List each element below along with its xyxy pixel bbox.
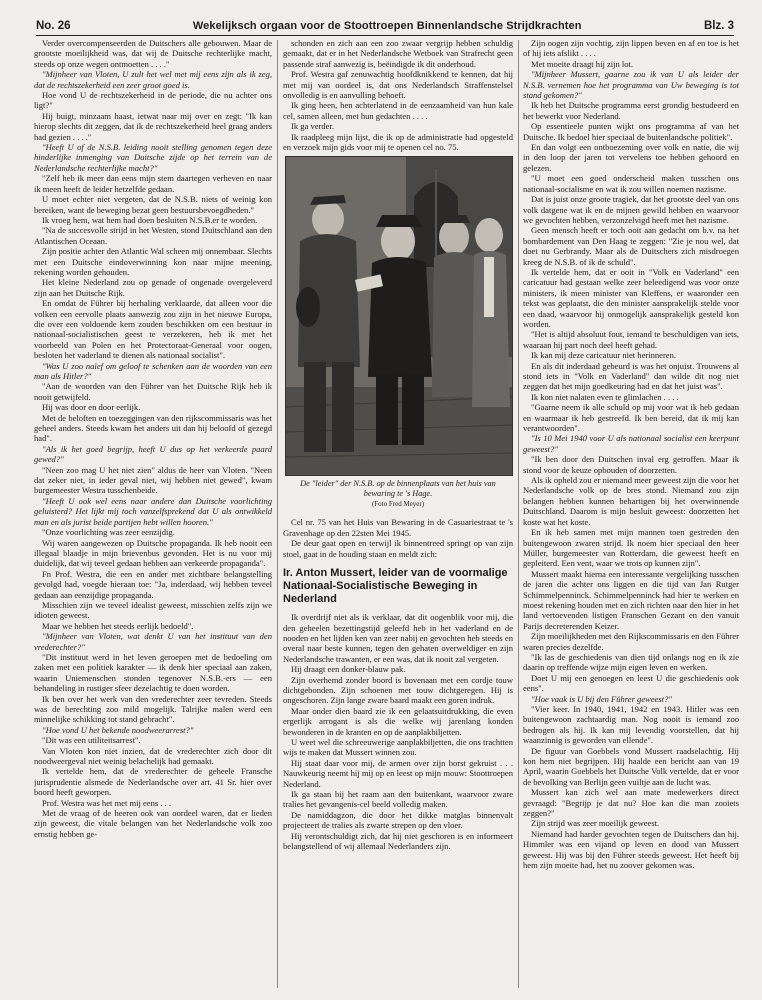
paragraph: Hij was door en door eerlijk. bbox=[42, 402, 141, 413]
paragraph: Zijn overhemd zonder boord is bovenaan met een cordje touw dichtgebonden. Zijn schoenen met touw dichtgeregen. Hij is ongeschoren. Zijn lange zware baard maakt een goren indruk. bbox=[283, 674, 513, 706]
publication-title: Wekelijksch orgaan voor de Stoottroepen Binnenlandsche Strijdkrachten bbox=[192, 20, 582, 32]
paragraph: "Hoe vond U het bekende noodweerarrest?" bbox=[42, 724, 194, 735]
paragraph: Cel nr. 75 van het Huis van Bewaring in de Casuariestraat te 's Gravenhage op den 22sten Mei 1945. bbox=[283, 517, 513, 538]
paragraph: En dan volgt een ontboezeming over volk en natie, die wij in den loop der jaren tot vervelens toe hebben gehoord en gelezen. bbox=[523, 142, 739, 173]
column-1 bbox=[34, 38, 272, 990]
paragraph: En als dit inderdaad gebeurd is was het onjuist. Trouwens al stond iets in "Volk en Vaderland" dan wilde dit nog niet zeggen dat het mijn goedkeuring had en dat het juist was". bbox=[523, 360, 739, 392]
paragraph: "Heeft U ook wel eens naar andere dan Duitsche voorlichting geluisterd? Het lijkt mij toch vanzelfsprekend dat U als ontwikkeld man en als jurist beide partijen hebt willen hooren." bbox=[34, 495, 272, 527]
paragraph: "Heeft U of de N.S.B. leiding nooit stelling genomen tegen deze hinderlijke inmenging van Duitsche zijde op het terrein van de Nederlandsche rechterlijke macht?" bbox=[34, 142, 272, 173]
paragraph: Ik ben over het werk van den vrederechter zeer tevreden. Steeds was de berechting zoo mild mogelijk. Talrijke malen werd een minnelijke schikking tot stand gebracht". bbox=[34, 693, 272, 725]
page-number: Blz. 3 bbox=[703, 20, 734, 32]
paragraph: Hij buigt, minzaam haast, ietwat naar mij over en zegt: "Ik kan hierop slechts dit zeggen, dat ik de rechtszekerheid heel graag anders had gezien . . . ." bbox=[34, 110, 272, 142]
paragraph: Hij verontschuldigt zich, dat hij niet geschoren is en informeert belangstellend of wij allemaal Nederlanders zijn. bbox=[283, 830, 513, 852]
photo-illustration bbox=[286, 157, 512, 475]
paragraph: Met moeite draagt hij zijn lot. bbox=[531, 58, 634, 69]
paragraph: "Dit was een utiliteitsarrest". bbox=[42, 735, 141, 746]
paragraph: U moet echter niet vergeten, dat de N.S.B. niets of weinig kon bereiken, want de beweging bezat geen bestuursbevoegdheden." bbox=[34, 194, 272, 215]
paragraph: Mussert kan zich wel aan mate medewerkers direct gevraagd: "Begrijp je dat nu? Hoe kan die man zooiets zeggen?" bbox=[523, 787, 739, 819]
paragraph: "Was U zoo naïef om geloof te schenken aan de woorden van een man als Hitler?" bbox=[34, 360, 272, 381]
column-rule bbox=[518, 40, 519, 988]
paragraph: Prof. Westra gaf zenuwachtig hoofdknikkend te kennen, dat hij met mij van oordeel is, dat ons Nederlandsch Straffenstelsel onvolledig is en aanvulling behoeft. bbox=[283, 69, 513, 101]
paragraph: Zijn positie achter den Atlantic Wal scheen mij onnembaar. Slechts met een Duitsche eindoverwinning kon naar mijne meening, rekening worden gehouden. bbox=[34, 246, 272, 277]
paragraph: Ik vroeg hem, wat hem had doen besluiten N.S.B.er te worden. bbox=[42, 214, 258, 225]
paragraph: Ik heb het Duitsche programma eerst grondig bestudeerd en het bewerkt voor Nederland. bbox=[523, 100, 739, 121]
column-2-mid-text bbox=[283, 517, 513, 559]
paragraph: Als ik opheld zou er niemand meer geweest zijn die voor het Nederlandsche volk op de bres stond. Niemand zou zijn belangen hebben kunnen behartigen bij het overwinnende Duitschland. Daarom is mijn besluit geweest: doorzetten het koste wat het koste. bbox=[523, 475, 739, 527]
column-2-top-text bbox=[283, 38, 513, 152]
paragraph: En ik heb samen met mijn mannen toen gestreden den buitengewoon zwaren strijd. Ik noem hier speciaal den heer Müller, burgemeester van Rotterdam, die geweest heeft en gepleiterd. Een vent, waar we trots op kunnen zijn". bbox=[523, 527, 739, 569]
masthead bbox=[36, 10, 734, 36]
paragraph: Ik vertelde hem, dat er ooit in "Volk en Vaderland" een caricatuur had gestaan welke zeer beleedigend was voor onze ministers, ik meen minister van Kleffens, er waaronder een tekst was geplaatst, die den minister aansprakelijk stelde voor een daad, waarvoor hij onmogelijk aansprakelijk gesteld kon worden. bbox=[523, 266, 739, 329]
paragraph: Ik kon niet nalaten even te glimlachen . . . . bbox=[531, 391, 679, 402]
paragraph: Het kleine Nederland zou op genade of ongenade overgeleverd zijn aan het Duitsche Rijk. bbox=[34, 277, 272, 298]
paragraph: Zijn moeilijkheden met den Rijkscommissaris en den Führer waren precies dezelfde. bbox=[523, 631, 739, 652]
paragraph: "Vier keer. In 1940, 1941, 1942 en 1943. Hitler was een buitengewoon zachtaardig man. Nog nooit is iemand zoo bedrogen als hij. Ik kan mij levendig voorstellen, dat hij waanzinnig is geworden van ellende". bbox=[523, 704, 739, 746]
paragraph: "Na de succesvolle strijd in het Westen, stond Duitschland aan den Atlantischen Oceaan. bbox=[34, 225, 272, 246]
paragraph: Wij waren aangewezen op Duitsche propaganda. Ik heb nooit een illegaal blaadje in mijn brievenbus gevonden. Het is nu voor mij duidelijk, dat wij teveel gedaan hebben aan verkeerde propaganda". bbox=[34, 537, 272, 569]
paragraph: Ik vertelde hem, dat de vrederechter de geheele Fransche jurisprudentie alsmede de Nederlandsche over art. 41 Sr. hier over boord heeft geworpen. bbox=[34, 766, 272, 798]
paragraph: De deur gaat open en terwijl ik binnentreed springt op van zijn stoel, gaat in de houding staan en meldt zich: bbox=[283, 538, 513, 559]
paragraph: "Onze voorlichting was zeer eenzijdig. bbox=[42, 527, 175, 538]
paragraph: Hij staat daar voor mij, de armen over zijn borst gekruist . . . Nauwkeurig neemt hij mij op en leest op mijn mouw: Stoottroepen Nederland. bbox=[283, 757, 513, 789]
paragraph: "Als ik het goed begrijp, heeft U dus op het verkeerde paard gewed?" bbox=[34, 443, 272, 465]
paragraph: Zijn oogen zijn vochtig, zijn lippen beven en af en toe is het of hij iets afslikt . . . . bbox=[523, 38, 739, 59]
paragraph: En omdat de Führer bij herhaling verklaarde, dat alleen voor die volken een eervolle plaats aanwezig zou zijn in het nieuwe Europa, die over een voldoende kern zouden beschikken om een bestuur in nationaal-socialistischen geest te verzekeren, heb ik met het voorbeeld van Polen en het Protectoraat-Generaal voor oogen, besloten het vaderland te dienen als nationaal socialist". bbox=[34, 298, 272, 361]
paragraph: Mussert maakt hierna een interessante vergelijking tusschen de jaren die achter ons liggen en die tijd van Jan Rutger Schimmelpenninck. Schimmelpenninck had hier te werken en moest rekening houden met en zich richten naar den hier in het land vertoevenden listigen Franschen Gezant en den vanuit Parijs decreterenden Keizer. bbox=[523, 568, 739, 631]
paragraph: Verder overcompenseerden de Duitschers alle gebouwen. Maar de grootste moeilijkheid was, dat wij de Duitsche rechterlijke macht, steeds op onze wegen ontmoetten . . . ." bbox=[34, 38, 272, 69]
paragraph: "Mijnheer van Vloten, U zult het wel met mij eens zijn als ik zeg, dat de rechtszekerheid een zeer groot goed is. bbox=[34, 69, 272, 90]
photo-caption bbox=[285, 479, 511, 509]
paragraph: "Mijnheer Mussert, gaarne zou ik van U als leider der N.S.B. vernemen hoe het programma van Uw beweging is tot stand gekomen?" bbox=[523, 69, 739, 101]
paragraph: Prof. Westra was het met mij eens . . . bbox=[42, 797, 171, 808]
paragraph: Van Vloten kon niet inzien, dat de vrederechter zich door dit noodweergeval niet weinig belachelijk had gemaakt. bbox=[34, 745, 272, 767]
paragraph: "Neen zoo mag U het niet zien" aldus de heer van Vloten. "Neen dat zeker niet, in ieder geval niet, wij hebben niet gewed", kwam burgemeester Westra tusschenbeide. bbox=[34, 464, 272, 496]
paragraph: De figuur van Goebbels vond Mussert raadselachtig. Hij kon hem niet begrijpen. Hij haalde een bericht aan van 19 April, waarin Goebbels het Duitsche Volk vertelde, dat er voor de bevolking van Berlijn geen vuiltje aan de lucht was. bbox=[523, 745, 739, 787]
paragraph: Geen mensch heeft er toch ooit aan gedacht om b.v. na het bombardement van Den Haag te zeggen: "Zie je nou wel, dat doet nu Gerbrandy. Maar als de Duitschers zich misdroegen kreeg de N.S.B. of ik de schuld". bbox=[523, 225, 739, 267]
paragraph: Doet U mij een genoegen en leest U die geschiedenis ook eens". bbox=[523, 672, 739, 694]
column-3 bbox=[523, 38, 739, 990]
paragraph: "Is 10 Mei 1940 voor U als nationaal socialist een keerpunt geweest?" bbox=[523, 433, 739, 454]
paragraph: Hij draagt een donker-blauw pak. bbox=[291, 664, 406, 675]
paragraph: "Ik las de geschiedenis van dien tijd onlangs nog en ik zie daarin op treffende wijze mijn eigen leven en werken. bbox=[523, 651, 739, 673]
paragraph: Niemand had harder gevochten tegen de Duitschers dan hij. Himmler was een vijand op leven en dood van Mussert geweest. Hij was bij den Führer steeds geweest. Het heeft bij hem zijn moeite had, het nu zoover gekomen was. bbox=[523, 828, 739, 871]
paragraph: Dat is juist onze groote tragiek, dat het grootste deel van ons volk datgene wat ik en de mijnen gewild hebben en waarvoor we gevochten hebben, verzonzelvigd heeft met het nazisme. bbox=[523, 194, 739, 225]
paragraph: Misschien zijn we teveel idealist geweest, misschien zelfs zijn we idioten geweest. bbox=[34, 599, 272, 621]
article-headline: Ir. Anton Mussert, leider van de voormalige Nationaal-Socialistische Beweging in Nederland bbox=[283, 567, 508, 606]
paragraph: Ik raadpleeg mijn lijst, die ik op de administratie had opgesteld en verzoek mijn gids voor mij te openen cel no. 75. bbox=[283, 131, 513, 153]
paragraph: Met de vraag of de heeren ook van oordeel waren, dat er lieden zijn geweest, die vitale belangen van het Nederlandsche volk zoo ernstig hebben ge- bbox=[34, 808, 272, 839]
paragraph: Ik ga verder. bbox=[291, 121, 334, 132]
paragraph: Fn Prof. Westra, die een en ander met zichtbare belangstelling gevolgd had, voegde hieraan toe: "Ja, inderdaad, wij hebben teveel gedaan aan eenzijdige propaganda. bbox=[34, 568, 272, 600]
paragraph: "U moet een goed onderscheid maken tusschen ons nationaal-socialisme en wat ik zou willen noemen nazisme. bbox=[523, 173, 739, 194]
paragraph: Maar onder dien baard zie ik een gelaatsuitdrukking, die even ergerlijk arrogant is als die welke wij jarenlang konden bewonderen in de kranten en op de aanplakbiljetten. bbox=[283, 705, 513, 737]
paragraph: Met de beloften en toezeggingen van den rijkscommissaris was het geheel anders. Steeds kwam het anders uit dan hij beloofd of gezegd had". bbox=[34, 412, 272, 444]
caption-text: De "leider" der N.S.B. op de binnenplaats van het huis van bewaring te 's Hage. bbox=[300, 479, 496, 499]
paragraph: Hoe vond U de rechtszekerheid in de periode, die nu achter ons ligt?" bbox=[34, 90, 272, 111]
paragraph: Zijn strijd was zeer moeilijk geweest. bbox=[531, 818, 660, 829]
paragraph: Op essentieele punten wijkt ons programma af van het Duitsche. Ik bedoel hier speciaal de buitenlandsche politiek". bbox=[523, 121, 739, 142]
paragraph: "Gaarne neem ik alle schuld op mij voor wat ik heb gedaan en waarmaar ik heb gestreefd. Ik ben bereid, dat ik mij kan verantwoorden". bbox=[523, 402, 739, 434]
paragraph: "Mijnheer van Vloten, wat denkt U van het instituut van den vrederechter?" bbox=[34, 631, 272, 652]
column-2 bbox=[283, 38, 513, 990]
paragraph: "Zelf heb ik meer dan eens mijn stem daartegen verheven en naar ik meen heeft de leider hetzelfde gedaan. bbox=[34, 173, 272, 194]
photo-credit: (Foto Fred Meyer) bbox=[371, 500, 425, 509]
paragraph: "Dit instituut werd in het leven geroepen met de bedoeling om zaken met een politiek karakter — ik denk hier speciaal aan zaken, waarin Uniemenschen stonden tegenover N.S.B.-ers — een behandeling in rustiger sfeer dezelachtig te doen worden. bbox=[34, 651, 272, 694]
paragraph: "Ik ben door den Duitschen inval erg getroffen. Maar ik stond voor de keuze opbouden of doorzetten. bbox=[523, 454, 739, 475]
column-2-bottom-text bbox=[283, 612, 513, 851]
paragraph: Ik ging heen, hen achterlatend in de eenzaamheid van hun kale cel, samen alleen, met hun gedachten . . . . bbox=[283, 100, 513, 121]
paragraph: Ik kan mij deze caricatuur niet herinneren. bbox=[531, 350, 676, 361]
paragraph: "Het is altijd absoluut fout, iemand te beschuldigen van iets, waaraan hij part noch deel heeft gehad. bbox=[523, 329, 739, 350]
paragraph: Ik ga staan bij het raam aan den buitenkant, waarvoor zware tralies het gevangenis-cel beeld volledig maken. bbox=[283, 789, 513, 810]
column-rule bbox=[277, 40, 278, 988]
paragraph: "Aan de woorden van den Führer van het Duitsche Rijk heb ik nooit getwijfeld. bbox=[34, 381, 272, 402]
paragraph: De namiddagzon, die door het dikke matglas binnenvalt projecteert de tralies als zwarte strepen op den vloer. bbox=[283, 809, 513, 831]
issue-number: No. 26 bbox=[36, 20, 71, 32]
paragraph: "Hoe vaak is U bij den Führer geweest?" bbox=[531, 693, 672, 704]
photo-mussert-courtyard bbox=[285, 156, 513, 476]
paragraph: Ik overdrijf niet als ik verklaar, dat dit oogenblik voor mij, die den geheelen bezettingstijd geleefd heb in het vaderland en de nooden en het lijden ken van zeer nabij en gevochten heb steeds en overal naar beste kunnen, tegen den gehaten overweldiger en zijn Nederlandsche trawanten, er een was, dat ik nooit zal vergeten. bbox=[283, 612, 513, 664]
paragraph: schonden en zich aan een zoo zwaar vergrijp hebben schuldig gemaakt, dat er in het Nederlandsche Wetboek van Strafrecht geen passende straf aanwezig is, beëindigde ik dit onderhoud. bbox=[283, 38, 513, 69]
paragraph: Maar we hebben het steeds eerlijk bedoeld". bbox=[42, 620, 194, 631]
paragraph: U weet wel die schreeuwerige aanplakbiljetten, die ons trachtten wijs te maken dat Mussert winnen zou. bbox=[283, 736, 513, 758]
